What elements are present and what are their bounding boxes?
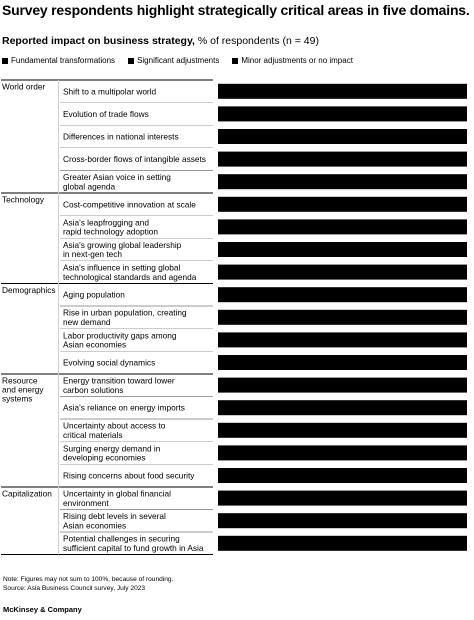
bar-segment [218, 445, 467, 460]
bar-segment [218, 355, 467, 370]
item-label: Evolving social dynamics [63, 357, 156, 368]
item-label: Greater Asian voice in setting global agenda [63, 172, 171, 192]
item-label: Uncertainty about access to critical materials [63, 420, 166, 440]
domain-label: Capitalization [2, 488, 52, 499]
bar-segment [218, 152, 467, 167]
domain-label: Resource and energy systems [2, 375, 44, 404]
legend [2, 56, 366, 65]
item-label: Evolution of trade flows [63, 108, 149, 119]
bar-segment [218, 423, 467, 438]
subtitle-bold: Reported impact on business strategy, [2, 35, 195, 47]
note-source: Source: Asia Business Council survey, July 2023 [3, 584, 146, 592]
legend-item-fundamental [2, 56, 115, 65]
bar-segment [218, 129, 467, 144]
item-label: Asia's growing global leadership in next-gen tech [63, 239, 182, 260]
stacked-bar-chart [0, 70, 474, 570]
bar-segment [218, 400, 467, 415]
bar-segment [218, 197, 467, 212]
item-label: Rising debt levels in several Asian economies [63, 511, 166, 531]
legend-item-minor [232, 56, 353, 65]
item-label: Aging population [63, 289, 125, 300]
chart-title: Survey respondents highlight strategically critical areas in five domains. [2, 2, 470, 18]
domain-label: Demographics [2, 284, 56, 295]
item-label: Rising concerns about food security [63, 470, 195, 481]
item-label: Uncertainty in global financial environment [63, 488, 171, 508]
subtitle-rest: % of respondents (n = 49) [194, 35, 319, 47]
item-label: Shift to a multipolar world [63, 86, 157, 97]
bar-segment [218, 219, 467, 234]
note-rounding: Note: Figures may not sum to 100%, because of rounding. [3, 576, 174, 583]
bar-segment [218, 84, 467, 99]
domain-label: World order [2, 81, 46, 92]
footer-brand: McKinsey & Company [3, 605, 82, 614]
bar-segment [218, 265, 467, 280]
legend-swatch [232, 58, 238, 64]
item-label: Labor productivity gaps among Asian economies [63, 330, 177, 350]
bar-segment [218, 468, 467, 483]
legend-label: Significant adjustments [137, 56, 220, 65]
bar-segment [218, 106, 467, 121]
item-label: Differences in national interests [63, 131, 179, 142]
item-label: Cost-competitive innovation at scale [63, 199, 196, 210]
item-label: Potential challenges in securing sufficient capital to fund growth in Asia [63, 533, 204, 553]
bar-segment [218, 378, 467, 393]
legend-item-significant [128, 56, 219, 65]
bar-segment [218, 174, 467, 189]
item-label: Asia's reliance on energy imports [63, 402, 185, 413]
bar-segment [218, 491, 467, 506]
item-label: Surging energy demand in developing economies [63, 443, 161, 463]
item-label: Energy transition toward lower carbon solutions [63, 375, 175, 395]
legend-swatch [128, 58, 134, 64]
legend-label: Minor adjustments or no impact [241, 56, 353, 65]
legend-swatch [2, 58, 8, 64]
item-label: Rise in urban population, creating new demand [63, 307, 187, 327]
bar-segment [218, 310, 467, 325]
bar-segment [218, 513, 467, 528]
bar-segment [218, 536, 467, 551]
item-label: Asia's influence in setting global technological standards and agenda [63, 262, 197, 282]
item-label: Cross-border flows of intangible assets [63, 154, 206, 165]
bar-segment [218, 332, 467, 347]
bar-segment [218, 287, 467, 302]
domain-label: Technology [2, 194, 44, 205]
bar-segment [218, 242, 467, 257]
chart-subtitle [2, 35, 319, 47]
notes [3, 576, 173, 593]
legend-label: Fundamental transformations [11, 56, 116, 65]
item-label: Asia's leapfrogging and rapid technology adoption [63, 217, 159, 237]
